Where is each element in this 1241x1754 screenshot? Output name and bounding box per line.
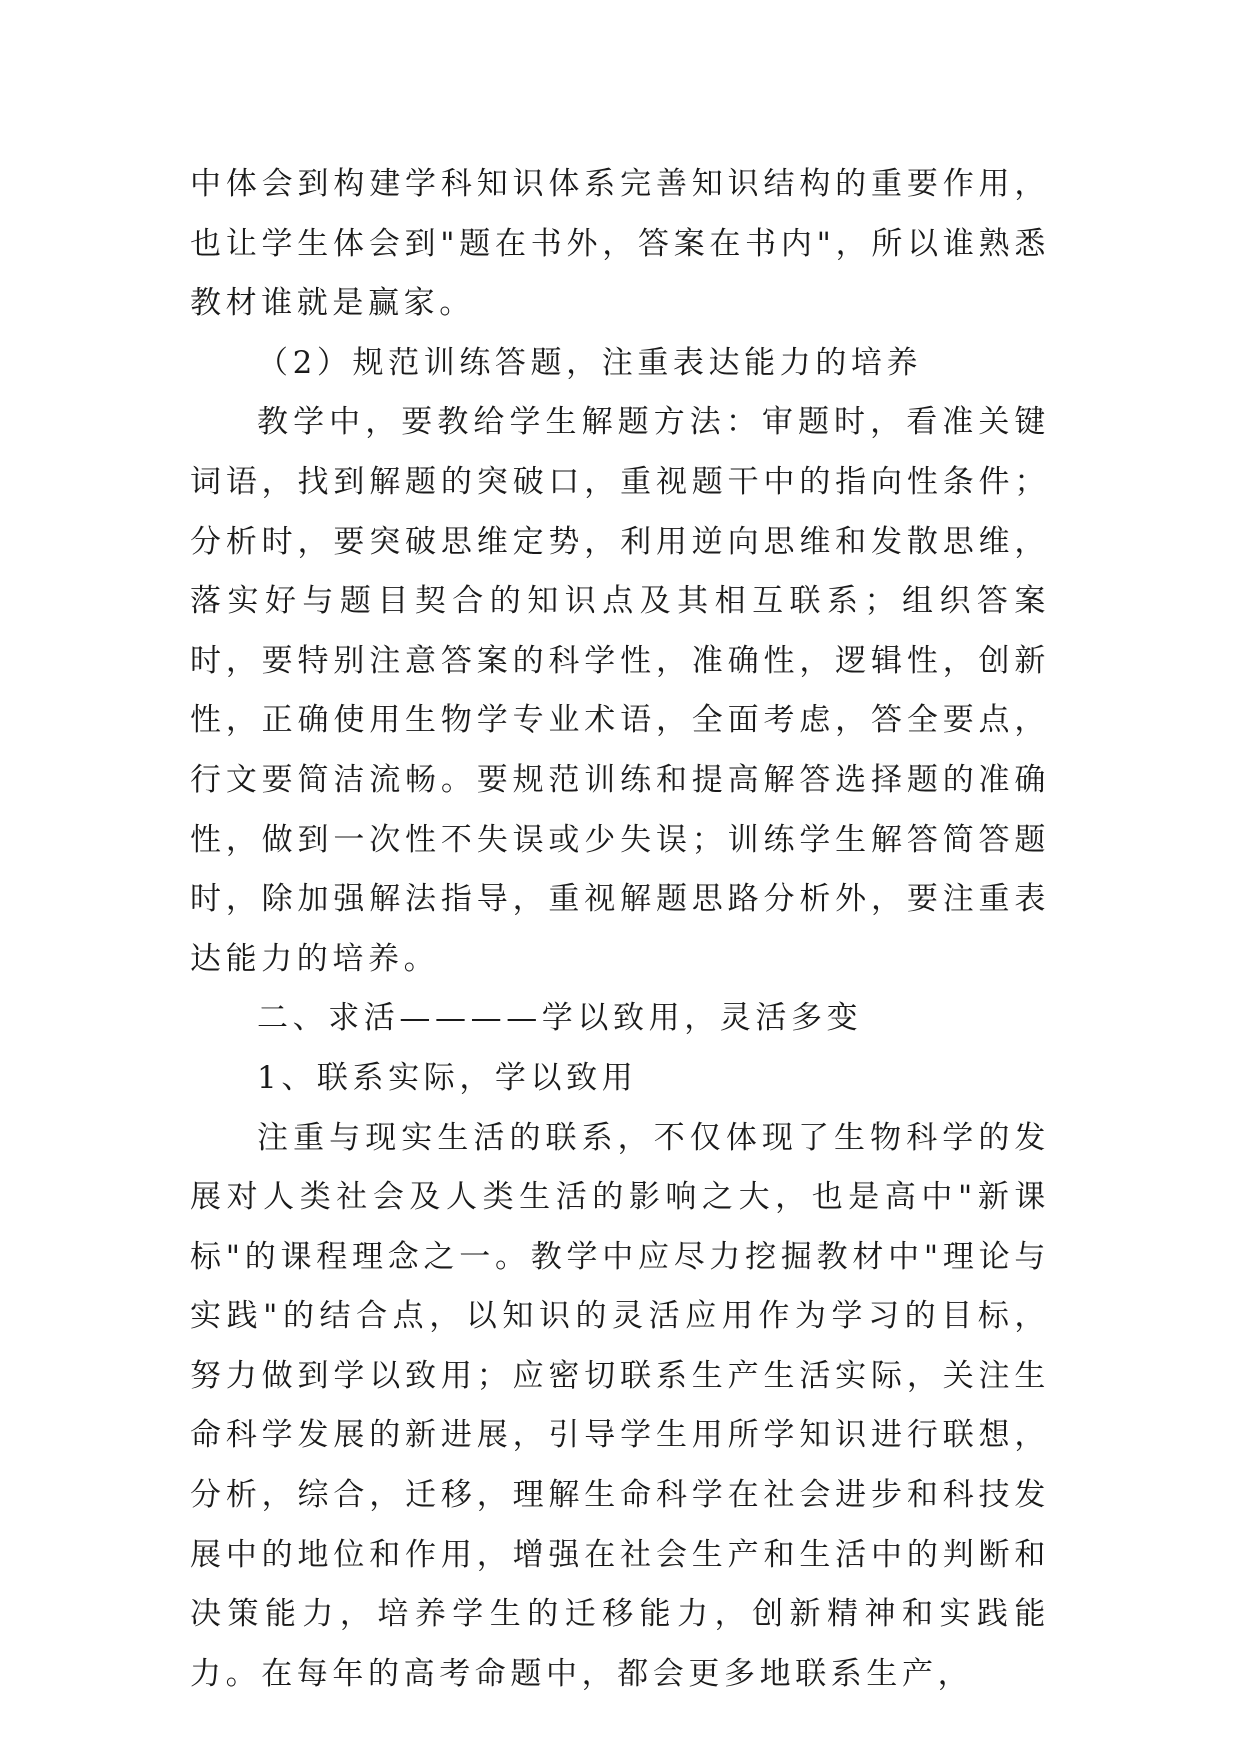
section-heading-2: （2）规范训练答题，注重表达能力的培养 [257,344,923,381]
paragraph-continuation: 中体会到构建学科知识体系完善知识结构的重要作用，也让学生体会到"题在书外，答案在书内"，所以谁熟悉教材谁就是赢家。 [190,166,1050,322]
paragraph-real-life: 注重与现实生活的联系，不仅体现了生物科学的发展对人类社会及人类生活的影响之大，也是高中"新课标"的课程理念之一。教学中应尽力挖掘教材中"理论与实践"的结合点，以知识的灵活应用作为学习的目标，努力做到学以致用；应密切联系生产生活实际，关注生命科学发展的新进展，引导学生用所学知识进行联想，分析，综合，迁移，理解生命科学在社会进步和科技发展中的地位和作用，增强在社会生产和生活中的判断和决策能力，培养学生的迁移能力，创新精神和实践能力。在每年的高考命题中，都会更多地联系生产， [190,1119,1050,1692]
section-heading-1: 1、联系实际，学以致用 [257,1059,638,1096]
document-body [190,155,1050,1704]
chapter-heading-2: 二、求活————学以致用，灵活多变 [257,1000,863,1037]
paragraph-answer-method: 教学中，要教给学生解题方法：审题时，看准关键词语，找到解题的突破口，重视题干中的指向性条件；分析时，要突破思维定势，利用逆向思维和发散思维，落实好与题目契合的知识点及其相互联系；组织答案时，要特别注意答案的科学性，准确性，逻辑性，创新性，正确使用生物学专业术语，全面考虑，答全要点，行文要简洁流畅。要规范训练和提高解答选择题的准确性，做到一次性不失误或少失误；训练学生解答简答题时，除加强解法指导，重视解题思路分析外，要注重表达能力的培养。 [190,404,1050,977]
